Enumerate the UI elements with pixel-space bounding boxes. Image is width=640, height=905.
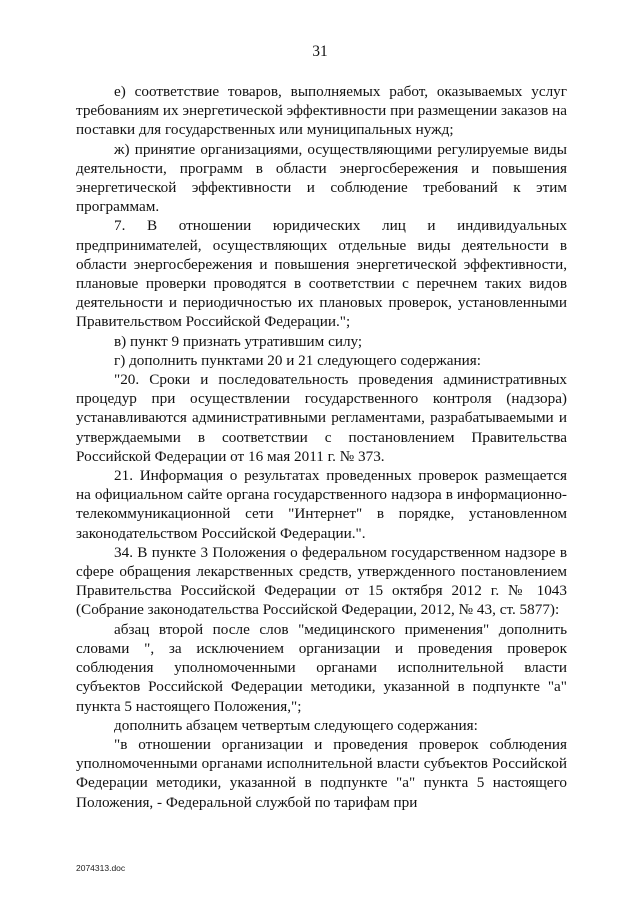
paragraph-zh: ж) принятие организациями, осуществляющими регулируемые виды деятельности, программ в области энергосбережения и повышения энергетической эффективности и соблюдение требований к этим программам. (76, 140, 567, 216)
paragraph-g: г) дополнить пунктами 20 и 21 следующего содержания: (114, 351, 481, 369)
paragraph-abzac-chetvertyy: "в отношении организации и проведения проверок соблюдения уполномоченными органами исполнительной власти субъектов Российской Федерации методики, указанной в подпункте "а" пункта 5 настоящего Положения, - Федеральной службой по тарифам при (76, 735, 567, 811)
paragraph-e: е) соответствие товаров, выполняемых работ, оказываемых услуг требованиям их энергетической эффективности при размещении заказов на поставки для государственных или муниципальных нужд; (76, 83, 567, 139)
paragraph-abzac-vtoroy: абзац второй после слов "медицинского применения" дополнить словами ", за исключением организации и проведения проверок соблюдения уполномоченными органами исполнительной власти субъектов Российской Федерации методики, указанной в подпункте "а" пункта 5 настоящего Положения,"; (76, 620, 567, 715)
document-body (76, 82, 567, 812)
paragraph-34: 34. В пункте 3 Положения о федеральном государственном надзоре в сфере обращения лекарственных средств, утвержденного постановлением Правительства Российской Федерации от 15 октября 2012 г. № 1043 (Собрание законодательства Российской Федерации, 2012, № 43, ст. 5877): (76, 543, 567, 619)
paragraph-21: 21. Информация о результатах проведенных проверок размещается на официальном сайте органа государственного надзора в информационно-телекоммуникационной сети "Интернет" в порядке, установленном законодательством Российской Федерации.". (76, 467, 567, 542)
paragraph-7: 7. В отношении юридических лиц и индивидуальных предпринимателей, осуществляющих отдельные виды деятельности в области энергосбережения и повышения энергетической эффективности, плановые проверки проводятся в соответствии с перечнем таких видов деятельности и периодичностью их плановых проверок, установленными Правительством Российской Федерации."; (76, 217, 567, 331)
paragraph-dopolnit: дополнить абзацем четвертым следующего содержания: (114, 716, 478, 734)
footer-filename: 2074313.doc (76, 863, 126, 873)
paragraph-20: "20. Сроки и последовательность проведения административных процедур при осуществлении государственного контроля (надзора) устанавливаются административными регламентами, разрабатываемыми и утверждаемыми в соответствии с постановлением Правительства Российской Федерации от 16 мая 2011 г. № 373. (76, 371, 567, 465)
paragraph-v: в) пункт 9 признать утратившим силу; (114, 332, 363, 350)
page-number: 31 (312, 43, 328, 60)
